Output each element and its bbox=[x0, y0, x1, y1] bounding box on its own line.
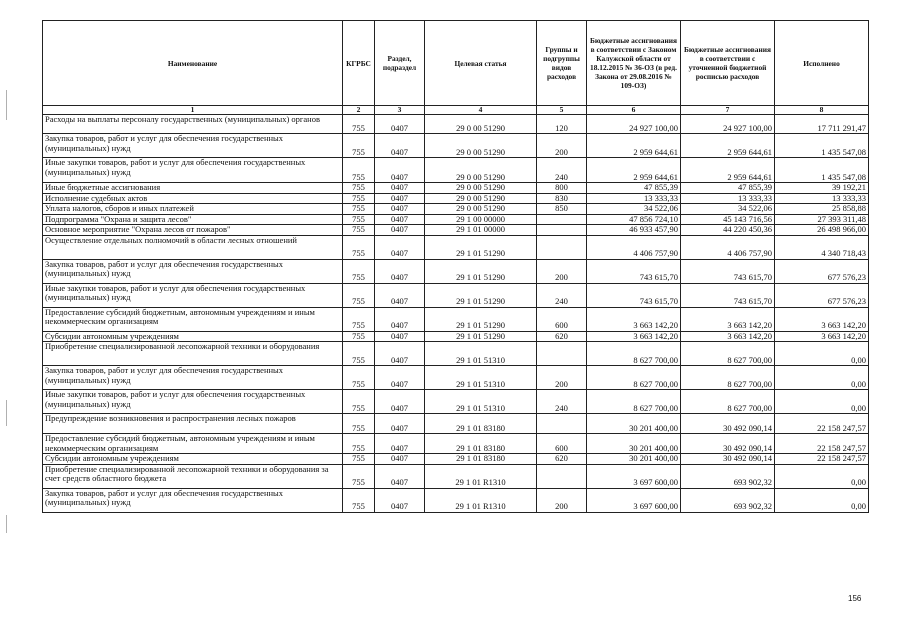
row-article: 29 1 01 83180 bbox=[425, 414, 537, 434]
row-kgrbs: 755 bbox=[343, 342, 375, 366]
row-law-amount: 743 615,70 bbox=[587, 259, 681, 283]
row-executed-amount: 4 340 718,43 bbox=[775, 235, 869, 259]
row-name: Предоставление субсидий бюджетным, автономным учреждениям и иным некоммерческим организациям bbox=[43, 307, 343, 331]
row-revised-amount: 34 522,06 bbox=[681, 204, 775, 215]
row-revised-amount: 8 627 700,00 bbox=[681, 342, 775, 366]
row-kgrbs: 755 bbox=[343, 183, 375, 194]
row-section: 0407 bbox=[375, 307, 425, 331]
row-executed-amount: 0,00 bbox=[775, 366, 869, 390]
row-name: Приобретение специализированной лесопожарной техники и оборудования bbox=[43, 342, 343, 366]
header-section: Раздел, подраздел bbox=[375, 21, 425, 106]
row-article: 29 1 01 51310 bbox=[425, 342, 537, 366]
row-section: 0407 bbox=[375, 464, 425, 488]
row-law-amount: 3 663 142,20 bbox=[587, 307, 681, 331]
row-executed-amount: 0,00 bbox=[775, 464, 869, 488]
row-section: 0407 bbox=[375, 204, 425, 215]
budget-execution-table bbox=[42, 20, 869, 513]
row-section: 0407 bbox=[375, 331, 425, 342]
row-section: 0407 bbox=[375, 225, 425, 236]
row-article: 29 1 01 R1310 bbox=[425, 464, 537, 488]
row-executed-amount: 1 435 547,08 bbox=[775, 134, 869, 158]
row-kgrbs: 755 bbox=[343, 134, 375, 158]
row-name: Предупреждение возникновения и распространения лесных пожаров bbox=[43, 414, 343, 434]
row-article: 29 1 01 R1310 bbox=[425, 488, 537, 512]
row-article: 29 1 01 51290 bbox=[425, 307, 537, 331]
row-article: 29 1 01 00000 bbox=[425, 225, 537, 236]
row-revised-amount: 3 663 142,20 bbox=[681, 331, 775, 342]
row-group bbox=[537, 214, 587, 225]
header-executed: Исполнено bbox=[775, 21, 869, 106]
table-row bbox=[43, 488, 869, 512]
row-section: 0407 bbox=[375, 214, 425, 225]
header-kgrbs: КГРБС bbox=[343, 21, 375, 106]
row-section: 0407 bbox=[375, 183, 425, 194]
row-revised-amount: 30 492 090,14 bbox=[681, 414, 775, 434]
row-revised-amount: 30 492 090,14 bbox=[681, 454, 775, 465]
row-revised-amount: 743 615,70 bbox=[681, 259, 775, 283]
row-kgrbs: 755 bbox=[343, 307, 375, 331]
column-number: 5 bbox=[537, 106, 587, 115]
row-revised-amount: 24 927 100,00 bbox=[681, 115, 775, 134]
row-group: 830 bbox=[537, 193, 587, 204]
row-section: 0407 bbox=[375, 134, 425, 158]
header-law: Бюджетные ассигнования в соответствии с Законом Калужской области от 18.12.2015 № 36-ОЗ (в ред. Закона от 29.08.2016 № 109-ОЗ) bbox=[587, 21, 681, 106]
row-article: 29 0 00 51290 bbox=[425, 204, 537, 215]
row-name: Закупка товаров, работ и услуг для обеспечения государственных (муниципальных) нужд bbox=[43, 259, 343, 283]
column-number: 8 bbox=[775, 106, 869, 115]
row-executed-amount: 0,00 bbox=[775, 488, 869, 512]
row-revised-amount: 4 406 757,90 bbox=[681, 235, 775, 259]
row-law-amount: 24 927 100,00 bbox=[587, 115, 681, 134]
table-row bbox=[43, 414, 869, 434]
column-number-row bbox=[43, 106, 869, 115]
table-row bbox=[43, 183, 869, 194]
row-article: 29 0 00 51290 bbox=[425, 158, 537, 183]
row-section: 0407 bbox=[375, 193, 425, 204]
table-body bbox=[43, 115, 869, 513]
row-name: Приобретение специализированной лесопожарной техники и оборудования за счет средств областного бюджета bbox=[43, 464, 343, 488]
table-row bbox=[43, 366, 869, 390]
row-executed-amount: 13 333,33 bbox=[775, 193, 869, 204]
scan-margin-mark bbox=[6, 400, 7, 426]
row-revised-amount: 2 959 644,61 bbox=[681, 158, 775, 183]
row-group: 800 bbox=[537, 183, 587, 194]
row-executed-amount: 26 498 966,00 bbox=[775, 225, 869, 236]
table-row bbox=[43, 283, 869, 307]
row-group bbox=[537, 342, 587, 366]
row-article: 29 1 01 83180 bbox=[425, 454, 537, 465]
row-article: 29 1 01 51310 bbox=[425, 366, 537, 390]
row-revised-amount: 2 959 644,61 bbox=[681, 134, 775, 158]
row-group bbox=[537, 235, 587, 259]
row-section: 0407 bbox=[375, 235, 425, 259]
row-executed-amount: 22 158 247,57 bbox=[775, 434, 869, 454]
row-law-amount: 2 959 644,61 bbox=[587, 134, 681, 158]
row-name: Исполнение судебных актов bbox=[43, 193, 343, 204]
table-row bbox=[43, 342, 869, 366]
row-executed-amount: 677 576,23 bbox=[775, 259, 869, 283]
table-row bbox=[43, 158, 869, 183]
row-article: 29 1 01 51310 bbox=[425, 390, 537, 414]
table-row bbox=[43, 434, 869, 454]
row-executed-amount: 0,00 bbox=[775, 342, 869, 366]
row-group: 240 bbox=[537, 283, 587, 307]
column-number: 3 bbox=[375, 106, 425, 115]
row-law-amount: 743 615,70 bbox=[587, 283, 681, 307]
row-section: 0407 bbox=[375, 366, 425, 390]
row-executed-amount: 39 192,21 bbox=[775, 183, 869, 194]
column-number: 1 bbox=[43, 106, 343, 115]
row-kgrbs: 755 bbox=[343, 214, 375, 225]
row-law-amount: 13 333,33 bbox=[587, 193, 681, 204]
row-name: Субсидии автономным учреждениям bbox=[43, 331, 343, 342]
column-number: 7 bbox=[681, 106, 775, 115]
column-number: 2 bbox=[343, 106, 375, 115]
row-executed-amount: 3 663 142,20 bbox=[775, 307, 869, 331]
row-name: Иные закупки товаров, работ и услуг для обеспечения государственных (муниципальных) нужд bbox=[43, 390, 343, 414]
scan-margin-mark bbox=[6, 90, 7, 120]
row-article: 29 0 00 51290 bbox=[425, 115, 537, 134]
row-article: 29 1 01 51290 bbox=[425, 259, 537, 283]
table-row bbox=[43, 115, 869, 134]
header-revised: Бюджетные ассигнования в соответствии с уточненной бюджетной росписью расходов bbox=[681, 21, 775, 106]
table-row bbox=[43, 390, 869, 414]
row-name: Расходы на выплаты персоналу государственных (муниципальных) органов bbox=[43, 115, 343, 134]
row-law-amount: 4 406 757,90 bbox=[587, 235, 681, 259]
row-group bbox=[537, 414, 587, 434]
row-name: Иные бюджетные ассигнования bbox=[43, 183, 343, 194]
row-revised-amount: 743 615,70 bbox=[681, 283, 775, 307]
row-kgrbs: 755 bbox=[343, 414, 375, 434]
column-number: 4 bbox=[425, 106, 537, 115]
row-kgrbs: 755 bbox=[343, 390, 375, 414]
row-group: 240 bbox=[537, 158, 587, 183]
table-row bbox=[43, 307, 869, 331]
column-number: 6 bbox=[587, 106, 681, 115]
row-executed-amount: 27 393 311,48 bbox=[775, 214, 869, 225]
row-law-amount: 30 201 400,00 bbox=[587, 454, 681, 465]
row-revised-amount: 693 902,32 bbox=[681, 464, 775, 488]
row-law-amount: 46 933 457,90 bbox=[587, 225, 681, 236]
table-row bbox=[43, 214, 869, 225]
row-article: 29 1 00 00000 bbox=[425, 214, 537, 225]
row-kgrbs: 755 bbox=[343, 115, 375, 134]
row-executed-amount: 17 711 291,47 bbox=[775, 115, 869, 134]
row-group: 200 bbox=[537, 259, 587, 283]
row-name: Подпрограмма "Охрана и защита лесов" bbox=[43, 214, 343, 225]
header-name: Наименование bbox=[43, 21, 343, 106]
row-executed-amount: 25 858,88 bbox=[775, 204, 869, 215]
row-law-amount: 34 522,06 bbox=[587, 204, 681, 215]
row-kgrbs: 755 bbox=[343, 193, 375, 204]
row-kgrbs: 755 bbox=[343, 434, 375, 454]
header-article: Целевая статья bbox=[425, 21, 537, 106]
row-section: 0407 bbox=[375, 454, 425, 465]
row-name: Закупка товаров, работ и услуг для обеспечения государственных (муниципальных) нужд bbox=[43, 366, 343, 390]
row-law-amount: 3 697 600,00 bbox=[587, 488, 681, 512]
row-revised-amount: 8 627 700,00 bbox=[681, 390, 775, 414]
table-row bbox=[43, 193, 869, 204]
row-section: 0407 bbox=[375, 488, 425, 512]
scan-margin-mark bbox=[6, 515, 7, 533]
row-revised-amount: 13 333,33 bbox=[681, 193, 775, 204]
row-name: Закупка товаров, работ и услуг для обеспечения государственных (муниципальных) нужд bbox=[43, 488, 343, 512]
row-kgrbs: 755 bbox=[343, 225, 375, 236]
row-group: 620 bbox=[537, 454, 587, 465]
row-kgrbs: 755 bbox=[343, 464, 375, 488]
row-kgrbs: 755 bbox=[343, 235, 375, 259]
row-group: 600 bbox=[537, 434, 587, 454]
row-revised-amount: 3 663 142,20 bbox=[681, 307, 775, 331]
row-law-amount: 3 663 142,20 bbox=[587, 331, 681, 342]
row-kgrbs: 755 bbox=[343, 454, 375, 465]
row-section: 0407 bbox=[375, 414, 425, 434]
row-article: 29 1 01 51290 bbox=[425, 331, 537, 342]
row-name: Основное мероприятие "Охрана лесов от пожаров" bbox=[43, 225, 343, 236]
row-revised-amount: 47 855,39 bbox=[681, 183, 775, 194]
row-name: Осуществление отдельных полномочий в области лесных отношений bbox=[43, 235, 343, 259]
table-row bbox=[43, 235, 869, 259]
row-kgrbs: 755 bbox=[343, 331, 375, 342]
row-law-amount: 47 855,39 bbox=[587, 183, 681, 194]
row-name: Иные закупки товаров, работ и услуг для обеспечения государственных (муниципальных) нужд bbox=[43, 283, 343, 307]
row-executed-amount: 3 663 142,20 bbox=[775, 331, 869, 342]
row-revised-amount: 30 492 090,14 bbox=[681, 434, 775, 454]
row-section: 0407 bbox=[375, 158, 425, 183]
row-law-amount: 2 959 644,61 bbox=[587, 158, 681, 183]
row-group: 200 bbox=[537, 134, 587, 158]
row-article: 29 1 01 51290 bbox=[425, 235, 537, 259]
table-row bbox=[43, 259, 869, 283]
row-executed-amount: 22 158 247,57 bbox=[775, 414, 869, 434]
row-executed-amount: 1 435 547,08 bbox=[775, 158, 869, 183]
row-name: Субсидии автономным учреждениям bbox=[43, 454, 343, 465]
row-kgrbs: 755 bbox=[343, 259, 375, 283]
row-group: 240 bbox=[537, 390, 587, 414]
row-section: 0407 bbox=[375, 259, 425, 283]
table-row bbox=[43, 331, 869, 342]
row-law-amount: 30 201 400,00 bbox=[587, 414, 681, 434]
row-revised-amount: 693 902,32 bbox=[681, 488, 775, 512]
row-revised-amount: 8 627 700,00 bbox=[681, 366, 775, 390]
row-revised-amount: 44 220 450,36 bbox=[681, 225, 775, 236]
row-law-amount: 8 627 700,00 bbox=[587, 342, 681, 366]
row-law-amount: 30 201 400,00 bbox=[587, 434, 681, 454]
row-section: 0407 bbox=[375, 390, 425, 414]
row-section: 0407 bbox=[375, 115, 425, 134]
row-kgrbs: 755 bbox=[343, 366, 375, 390]
page-number: 156 bbox=[848, 594, 862, 603]
table-row bbox=[43, 204, 869, 215]
row-group bbox=[537, 225, 587, 236]
row-executed-amount: 0,00 bbox=[775, 390, 869, 414]
row-law-amount: 8 627 700,00 bbox=[587, 366, 681, 390]
row-section: 0407 bbox=[375, 283, 425, 307]
row-law-amount: 47 856 724,10 bbox=[587, 214, 681, 225]
row-executed-amount: 22 158 247,57 bbox=[775, 454, 869, 465]
row-article: 29 0 00 51290 bbox=[425, 134, 537, 158]
row-name: Уплата налогов, сборов и иных платежей bbox=[43, 204, 343, 215]
row-group: 600 bbox=[537, 307, 587, 331]
row-group: 850 bbox=[537, 204, 587, 215]
row-kgrbs: 755 bbox=[343, 204, 375, 215]
row-revised-amount: 45 143 716,56 bbox=[681, 214, 775, 225]
row-section: 0407 bbox=[375, 434, 425, 454]
row-group: 620 bbox=[537, 331, 587, 342]
row-law-amount: 8 627 700,00 bbox=[587, 390, 681, 414]
row-article: 29 1 01 83180 bbox=[425, 434, 537, 454]
row-group bbox=[537, 464, 587, 488]
row-group: 200 bbox=[537, 488, 587, 512]
table-row bbox=[43, 134, 869, 158]
row-article: 29 0 00 51290 bbox=[425, 183, 537, 194]
row-name: Закупка товаров, работ и услуг для обеспечения государственных (муниципальных) нужд bbox=[43, 134, 343, 158]
row-section: 0407 bbox=[375, 342, 425, 366]
row-executed-amount: 677 576,23 bbox=[775, 283, 869, 307]
table-row bbox=[43, 454, 869, 465]
row-kgrbs: 755 bbox=[343, 488, 375, 512]
row-name: Иные закупки товаров, работ и услуг для обеспечения государственных (муниципальных) нужд bbox=[43, 158, 343, 183]
row-kgrbs: 755 bbox=[343, 283, 375, 307]
row-group: 120 bbox=[537, 115, 587, 134]
row-article: 29 0 00 51290 bbox=[425, 193, 537, 204]
table-header bbox=[43, 21, 869, 115]
row-kgrbs: 755 bbox=[343, 158, 375, 183]
table-row bbox=[43, 464, 869, 488]
header-group: Группы и подгруппы видов расходов bbox=[537, 21, 587, 106]
row-law-amount: 3 697 600,00 bbox=[587, 464, 681, 488]
row-article: 29 1 01 51290 bbox=[425, 283, 537, 307]
row-name: Предоставление субсидий бюджетным, автономным учреждениям и иным некоммерческим организациям bbox=[43, 434, 343, 454]
table-row bbox=[43, 225, 869, 236]
row-group: 200 bbox=[537, 366, 587, 390]
